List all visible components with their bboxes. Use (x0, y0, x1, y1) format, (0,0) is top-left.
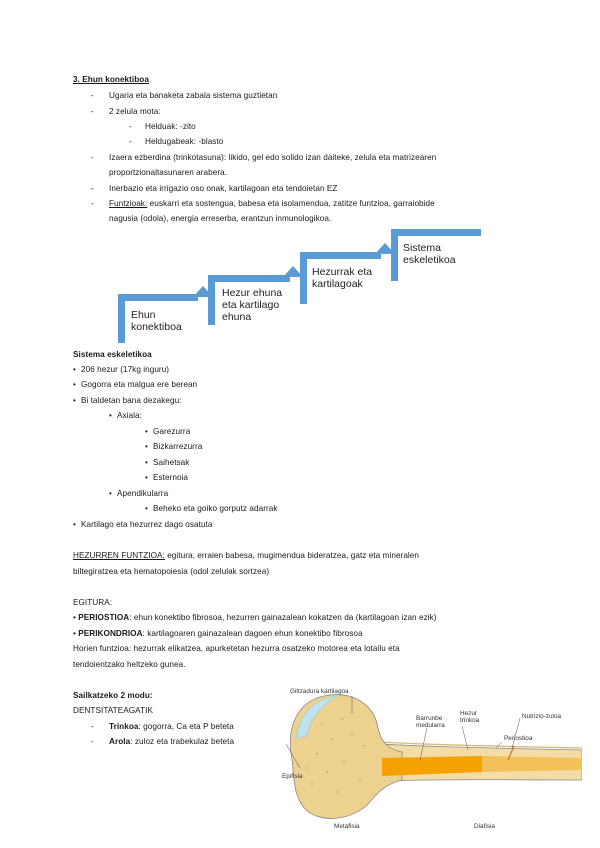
funtzioak-text: euskarri eta sostengua, babesa eta isolamendua, zatitze funtzioa, garraiobide (149, 199, 435, 208)
label-giltzadura: Giltzadura kartilagoa (290, 688, 349, 695)
axiala-item-1: Garezurra (153, 427, 191, 436)
bullet: • (145, 427, 148, 436)
dentsitateagatik: DENTSITATEAGATIK (73, 706, 153, 715)
trinkoa-text: : gogorra, Ca eta P beteta (138, 722, 234, 731)
label-nutrizio: Nutrizio-zuloa (522, 713, 562, 720)
item-inerbazio: Inerbazio eta irrigazio oso onak, kartilagoan eta tendoietan EZ (109, 184, 338, 193)
perikondrioa-label: PERIKONDRIOA (78, 629, 143, 638)
label-barrunbe-2: medularra (416, 722, 445, 729)
medullary-cavity-distal (482, 756, 582, 772)
sistema-item-1: 206 hezur (17kg inguru) (81, 365, 170, 374)
axiala-label: Axiala: (117, 411, 142, 420)
label-barrunbe-1: Barrunbe (416, 715, 443, 722)
label-periostioa: Periostioa (504, 735, 533, 742)
bone-illustration (282, 684, 582, 834)
label-diafisia: Diafisia (474, 823, 495, 830)
trinkoa-label: Trinkoa (109, 722, 139, 731)
bullet: • (73, 629, 79, 638)
arola-text: : zuloz eta trabekulaz beteta (130, 737, 235, 746)
item-ugaria: Ugaria eta banaketa zabala sistema guztietan (109, 91, 278, 100)
bullet: • (145, 442, 148, 451)
arola-label: Arola (109, 737, 131, 746)
horien-funtzioa-line2: tendoientzako heltzeko gunea. (73, 660, 186, 669)
section-title: 3. Ehun konektiboa (73, 75, 149, 84)
dash-marker: - (129, 122, 132, 131)
sailkatzeko-title: Sailkatzeko 2 modu: (73, 691, 153, 700)
item-zelula-mota: 2 zelula mota: (109, 107, 161, 116)
step-4-bar (391, 235, 398, 281)
egitura-title: EGITURA: (73, 598, 113, 607)
step-3-bar (300, 258, 307, 304)
bullet: • (145, 473, 148, 482)
hezurren-funtzioa-line2: biltegiratzea eta hematopoiesia (odol zelulak sortzea) (73, 567, 270, 576)
hezurren-text: egitura, erraien babesa, mugimendua bideratzea, gatz eta mineralen (164, 551, 420, 560)
step-4-label: Sistema eskeletikoa (403, 242, 456, 266)
bullet: • (73, 520, 76, 529)
step-4-top (391, 229, 481, 236)
step-1-top (118, 294, 198, 301)
dash-marker: - (91, 722, 94, 731)
step-1-bar (118, 299, 125, 343)
axiala-item-2: Bizkarrezurra (153, 442, 203, 451)
dash-marker: - (91, 91, 94, 100)
dash-marker: - (91, 199, 94, 208)
hezurren-funtzioa-line1 (73, 550, 419, 561)
bullet: • (145, 504, 148, 513)
label-hezur-2: trinkoa (460, 717, 480, 724)
sistema-last: Kartilago eta hezurrez dago osatuta (81, 520, 213, 529)
perikondrioa-line (73, 628, 363, 639)
bone-svg (282, 684, 582, 834)
dash-marker: - (91, 153, 94, 162)
item-helduak: Helduak: -zito (145, 122, 196, 131)
dash-marker: - (91, 107, 94, 116)
axiala-item-4: Esternoia (153, 473, 189, 482)
hezurren-label: HEZURREN FUNTZIOA: (73, 551, 165, 560)
funtzioak-label: Funtzioak: (109, 199, 148, 208)
step-3-top (300, 252, 381, 259)
arola-line (109, 736, 234, 747)
periostioa-label: PERIOSTIOA (78, 613, 130, 622)
item-funtzioak (109, 198, 435, 209)
step-2-label: Hezur ehuna eta kartilago ehuna (222, 287, 283, 323)
periostioa-line (73, 612, 437, 623)
bullet: • (109, 489, 112, 498)
dash-marker: - (91, 737, 94, 746)
bullet: • (73, 396, 76, 405)
horien-funtzioa-line1: Horien funtzioa: hezurrak elikatzea, apurketetan hezurra osatzeko motorea eta lotailu eta (73, 644, 400, 653)
periostioa-text: : ehun konektibo fibrosoa, hezurren gainazalean kokatzen da (kartilagoan izan ezik) (129, 613, 437, 622)
bullet: • (73, 613, 79, 622)
dash-marker: - (129, 137, 132, 146)
label-epifisia: Epifisia (282, 773, 303, 780)
sistema-item-2: Gogorra eta malgua ere berean (81, 380, 198, 389)
label-hezur-1: Hezur (460, 710, 478, 717)
item-izaera: Izaera ezberdina (trinkotasuna): likido, gel edo solido izan daiteke, zelula eta matrizearen (109, 153, 437, 162)
step-2-bar (208, 281, 215, 325)
apendikularra-label: Apendikularra (117, 489, 169, 498)
trinkoa-line (109, 721, 234, 732)
item-funtzioak-cont: nagusia (odola), energia erreserba, erantzun inmunologikoa. (109, 214, 332, 223)
axiala-item-3: Saihetsak (153, 458, 190, 467)
bullet: • (73, 380, 76, 389)
dash-marker: - (91, 184, 94, 193)
step-3-label: Hezurrak eta kartilagoak (312, 266, 373, 290)
bullet: • (73, 365, 76, 374)
bullet: • (145, 458, 148, 467)
perikondrioa-text: : kartilagoaren gainazalean dagoen ehun konektibo fibrosoa (142, 629, 363, 638)
bullet: • (109, 411, 112, 420)
step-1-label: Ehun konektiboa (131, 309, 182, 333)
label-metafisia: Metafisia (334, 823, 360, 830)
sistema-item-3: Bi taldetan bana dezakegu: (81, 396, 182, 405)
item-heldugabeak: Heldugabeak: -blasto (145, 137, 224, 146)
step-2-top (208, 275, 290, 282)
item-izaera-cont: proportzionaltasunaren arabera. (109, 168, 228, 177)
apendikularra-item-1: Beheko eta goiko gorputz adarrak (153, 504, 278, 513)
sistema-title: Sistema eskeletikoa (73, 350, 152, 359)
